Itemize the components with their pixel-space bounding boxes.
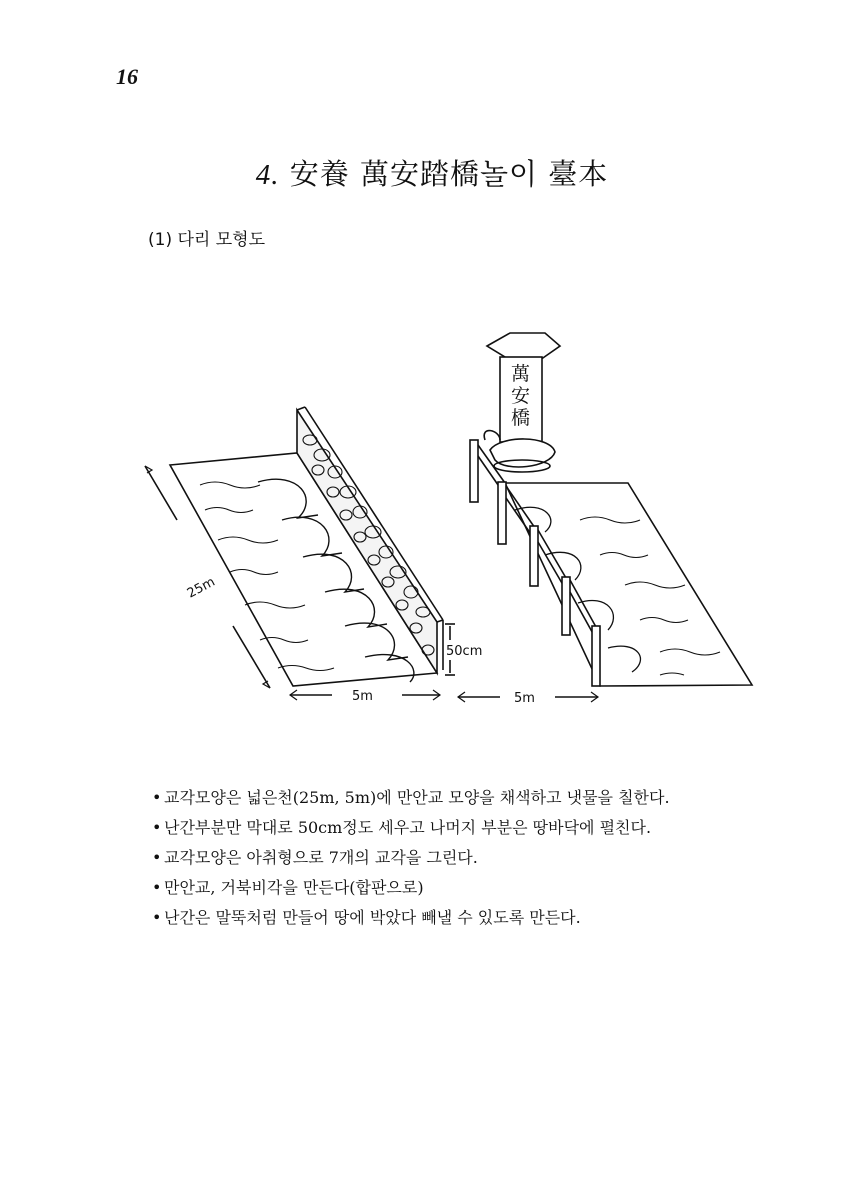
- sign-char-2: 安: [511, 385, 531, 407]
- note-text: 교각모양은 넓은천(25m, 5m)에 만안교 모양을 채색하고 냇물을 칠한다.: [164, 788, 670, 807]
- width-right-label: 5m: [514, 691, 535, 706]
- list-item: [152, 873, 670, 903]
- height-label: 50cm: [446, 644, 483, 659]
- sign-char-3: 橋: [511, 407, 531, 429]
- list-item: [152, 843, 670, 873]
- list-item: [152, 903, 670, 933]
- length-label: 25m: [184, 574, 218, 602]
- left-waves: [200, 482, 334, 671]
- bullet-icon: •: [152, 848, 162, 867]
- page-number: 16: [116, 64, 138, 89]
- right-waves: [580, 517, 720, 675]
- section-subtitle: (1) 다리 모형도: [148, 230, 265, 250]
- note-text: 난간은 말뚝처럼 만들어 땅에 박았다 빼낼 수 있도록 만든다.: [164, 908, 581, 927]
- note-text: 교각모양은 아취형으로 7개의 교각을 그린다.: [164, 848, 478, 867]
- note-text: 난간부분만 막대로 50cm정도 세우고 나머지 부분은 땅바닥에 펼친다.: [164, 818, 652, 837]
- title-number: 4.: [255, 159, 280, 191]
- bullet-icon: •: [152, 788, 162, 807]
- bullet-icon: •: [152, 878, 162, 897]
- notes-list: [152, 783, 670, 933]
- bullet-icon: •: [152, 818, 162, 837]
- width-left-label: 5m: [352, 689, 373, 704]
- sign-char-1: 萬: [511, 363, 531, 385]
- bullet-icon: •: [152, 908, 162, 927]
- title-text: 安養 萬安踏橋놀이 臺本: [289, 157, 609, 191]
- right-cloth-outline: [505, 483, 752, 686]
- list-item: [152, 813, 670, 843]
- note-text: 만안교, 거북비각을 만든다(합판으로): [164, 878, 424, 897]
- list-item: [152, 783, 670, 813]
